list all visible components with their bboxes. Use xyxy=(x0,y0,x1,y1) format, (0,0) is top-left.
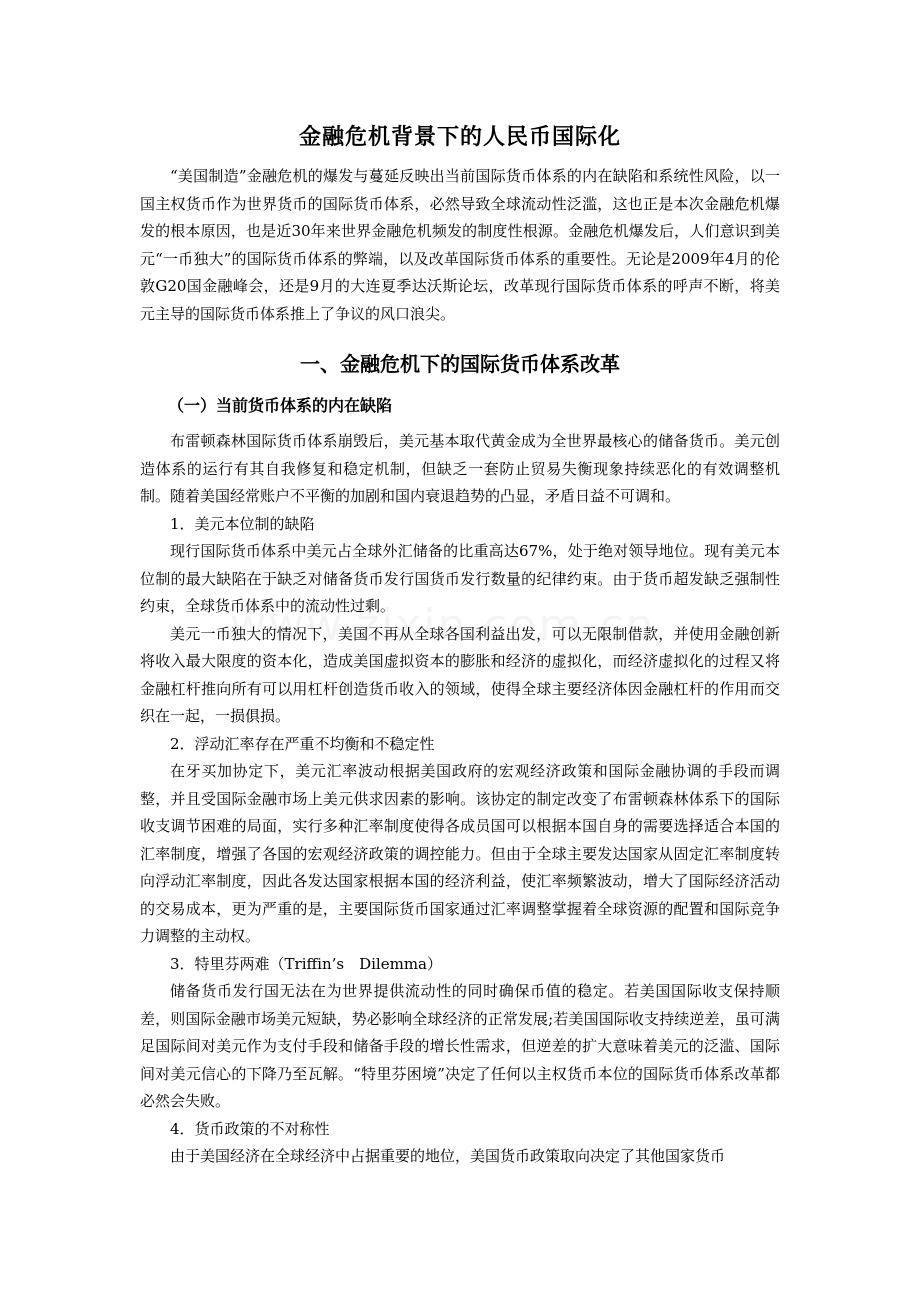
item2-paragraph: 在牙买加协定下，美元汇率波动根据美国政府的宏观经济政策和国际金融协调的手段而调整，并且受国际金融市场上美元供求因素的影响。该协定的制定改变了布雷顿森林体系下的国际收支调节困难的局面，实行多种汇率制度使得各成员国可以根据本国自身的需要选择适合本国的汇率制度，增强了各国的宏观经济政策的调控能力。但由于全球主要发达国家从固定汇率制度转向浮动汇率制度，因此各发达国家根据本国的经济利益，使汇率频繁波动，增大了国际经济活动的交易成本，更为严重的是，主要国际货币国家通过汇率调整掌握着全球资源的配置和国际竞争力调整的主动权。 xyxy=(140,762,780,945)
document-title: 金融危机背景下的人民币国际化 xyxy=(298,125,621,150)
item4-paragraph: 由于美国经济在全球经济中占据重要的地位，美国货币政策取向决定了其他国家货币 xyxy=(170,1147,726,1165)
subsection-heading: （一）当前货币体系的内在缺陷 xyxy=(168,396,393,415)
document-body xyxy=(140,114,780,1171)
item4-heading: 4．货币政策的不对称性 xyxy=(170,1119,330,1138)
section-heading: 一、金融危机下的国际货币体系改革 xyxy=(300,352,620,376)
intro-paragraph: “美国制造”金融危机的爆发与蔓延反映出当前国际货币体系的内在缺陷和系统性风险，以一国主权货币作为世界货币的国际货币体系，必然导致全球流动性泛滥，这也正是本次金融危机爆发的根本原因，也是近30年来世界金融危机频发的制度性根源。金融危机爆发后，人们意识到美元“一币独大”的国际货币体系的弊端，以及改革国际货币体系的重要性。无论是2009年4月的伦敦G20国金融峰会，还是9月的大连夏季达沃斯论坛，改革现行国际货币体系的呼声不断，将美元主导的国际货币体系推上了争议的风口浪尖。 xyxy=(140,167,780,323)
item3-heading: 3．特里芬两难（Triffin’s Dilemma） xyxy=(170,954,442,973)
bretton-woods-paragraph: 布雷顿森林国际货币体系崩毁后，美元基本取代黄金成为全世界最核心的储备货币。美元创造体系的运行有其自我修复和稳定机制，但缺乏一套防止贸易失衡现象持续恶化的有效调整机制。随着美国经常账户不平衡的加剧和国内衰退趋势的凸显，矛盾日益不可调和。 xyxy=(140,432,780,505)
item3-paragraph: 储备货币发行国无法在为世界提供流动性的同时确保币值的稳定。若美国国际收支保持顺差，则国际金融市场美元短缺，势必影响全球经济的正常发展;若美国国际收支持续逆差，虽可满足国际间对美元作为支付手段和储备手段的增长性需求，但逆差的扩大意味着美元的泛滥、国际间对美元信心的下降乃至瓦解。“特里芬困境”决定了任何以主权货币本位的国际货币体系改革都必然会失败。 xyxy=(140,982,780,1110)
item1-paragraph-2: 美元一币独大的情况下，美国不再从全球各国利益出发，可以无限制借款，并使用金融创新将收入最大限度的资本化，造成美国虚拟资本的膨胀和经济的虚拟化，而经济虚拟化的过程又将金融杠杆推向所有可以用杠杆创造货币收入的领域，使得全球主要经济体因金融杠杆的作用而交织在一起，一损俱损。 xyxy=(140,624,780,725)
item1-paragraph-1: 现行国际货币体系中美元占全球外汇储备的比重高达67%，处于绝对领导地位。现有美元本位制的最大缺陷在于缺乏对储备货币发行国货币发行数量的纪律约束。由于货币超发缺乏强制性约束，全球货币体系中的流动性过剩。 xyxy=(140,542,780,615)
item2-heading: 2．浮动汇率存在严重不均衡和不稳定性 xyxy=(170,734,435,753)
item1-heading: 1．美元本位制的缺陷 xyxy=(170,514,315,533)
